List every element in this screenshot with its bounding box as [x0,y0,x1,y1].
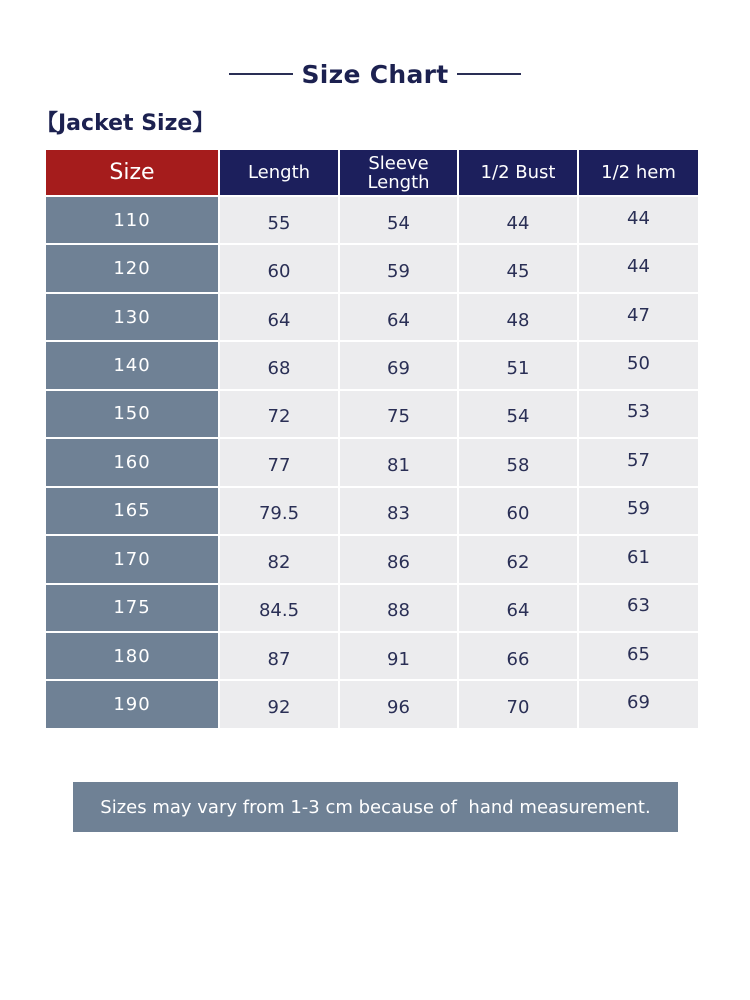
header-sleeve-length: Sleeve Length [340,150,459,197]
table-cell-size: 140 [46,342,220,390]
table-cell-length: 55 [220,197,340,245]
table-cell-length: 68 [220,342,340,390]
table-cell-half-bust: 64 [459,585,579,633]
header-half-bust: 1/2 Bust [459,150,579,197]
page-title-row [0,54,750,94]
table-cell-half-bust: 70 [459,681,579,729]
table-cell-half-bust: 60 [459,488,579,536]
table-cell-size: 180 [46,633,220,681]
page-title: Size Chart [301,59,449,89]
table-cell-sleeve-length: 96 [340,681,459,729]
table-cell-length: 82 [220,536,340,584]
table-cell-half-bust: 51 [459,342,579,390]
table-cell-size: 190 [46,681,220,729]
table-cell-half-hem: 61 [579,536,700,584]
header-half-hem: 1/2 hem [579,150,700,197]
table-cell-half-hem: 65 [579,633,700,681]
table-cell-sleeve-length: 86 [340,536,459,584]
table-cell-half-hem: 47 [579,294,700,342]
table-cell-size: 175 [46,585,220,633]
table-cell-size: 150 [46,391,220,439]
header-length: Length [220,150,340,197]
table-cell-size: 165 [46,488,220,536]
table-cell-half-bust: 62 [459,536,579,584]
table-cell-length: 84.5 [220,585,340,633]
table-cell-size: 170 [46,536,220,584]
table-cell-size: 130 [46,294,220,342]
table-cell-half-hem: 59 [579,488,700,536]
table-cell-half-bust: 66 [459,633,579,681]
table-cell-sleeve-length: 59 [340,245,459,293]
table-cell-length: 79.5 [220,488,340,536]
table-cell-length: 72 [220,391,340,439]
table-cell-half-hem: 44 [579,197,700,245]
table-cell-length: 87 [220,633,340,681]
table-cell-half-bust: 48 [459,294,579,342]
measurement-note: Sizes may vary from 1-3 cm because of hand measurement. [73,782,678,832]
title-divider-right [457,73,521,75]
table-cell-size: 110 [46,197,220,245]
table-cell-sleeve-length: 88 [340,585,459,633]
table-cell-sleeve-length: 69 [340,342,459,390]
table-cell-length: 64 [220,294,340,342]
table-cell-sleeve-length: 75 [340,391,459,439]
title-divider-left [229,73,293,75]
table-cell-sleeve-length: 64 [340,294,459,342]
table-cell-half-bust: 45 [459,245,579,293]
table-cell-half-bust: 54 [459,391,579,439]
table-cell-length: 60 [220,245,340,293]
table-cell-half-hem: 44 [579,245,700,293]
table-cell-half-bust: 44 [459,197,579,245]
table-cell-sleeve-length: 83 [340,488,459,536]
section-label: 【Jacket Size】 [36,111,215,136]
table-cell-sleeve-length: 54 [340,197,459,245]
table-cell-half-hem: 57 [579,439,700,487]
size-table [46,150,700,730]
table-cell-half-hem: 69 [579,681,700,729]
table-cell-half-hem: 53 [579,391,700,439]
table-cell-half-hem: 50 [579,342,700,390]
table-cell-half-bust: 58 [459,439,579,487]
table-cell-sleeve-length: 91 [340,633,459,681]
table-cell-size: 120 [46,245,220,293]
table-cell-length: 92 [220,681,340,729]
table-cell-length: 77 [220,439,340,487]
table-cell-half-hem: 63 [579,585,700,633]
table-cell-sleeve-length: 81 [340,439,459,487]
table-cell-size: 160 [46,439,220,487]
header-size: Size [46,150,220,197]
